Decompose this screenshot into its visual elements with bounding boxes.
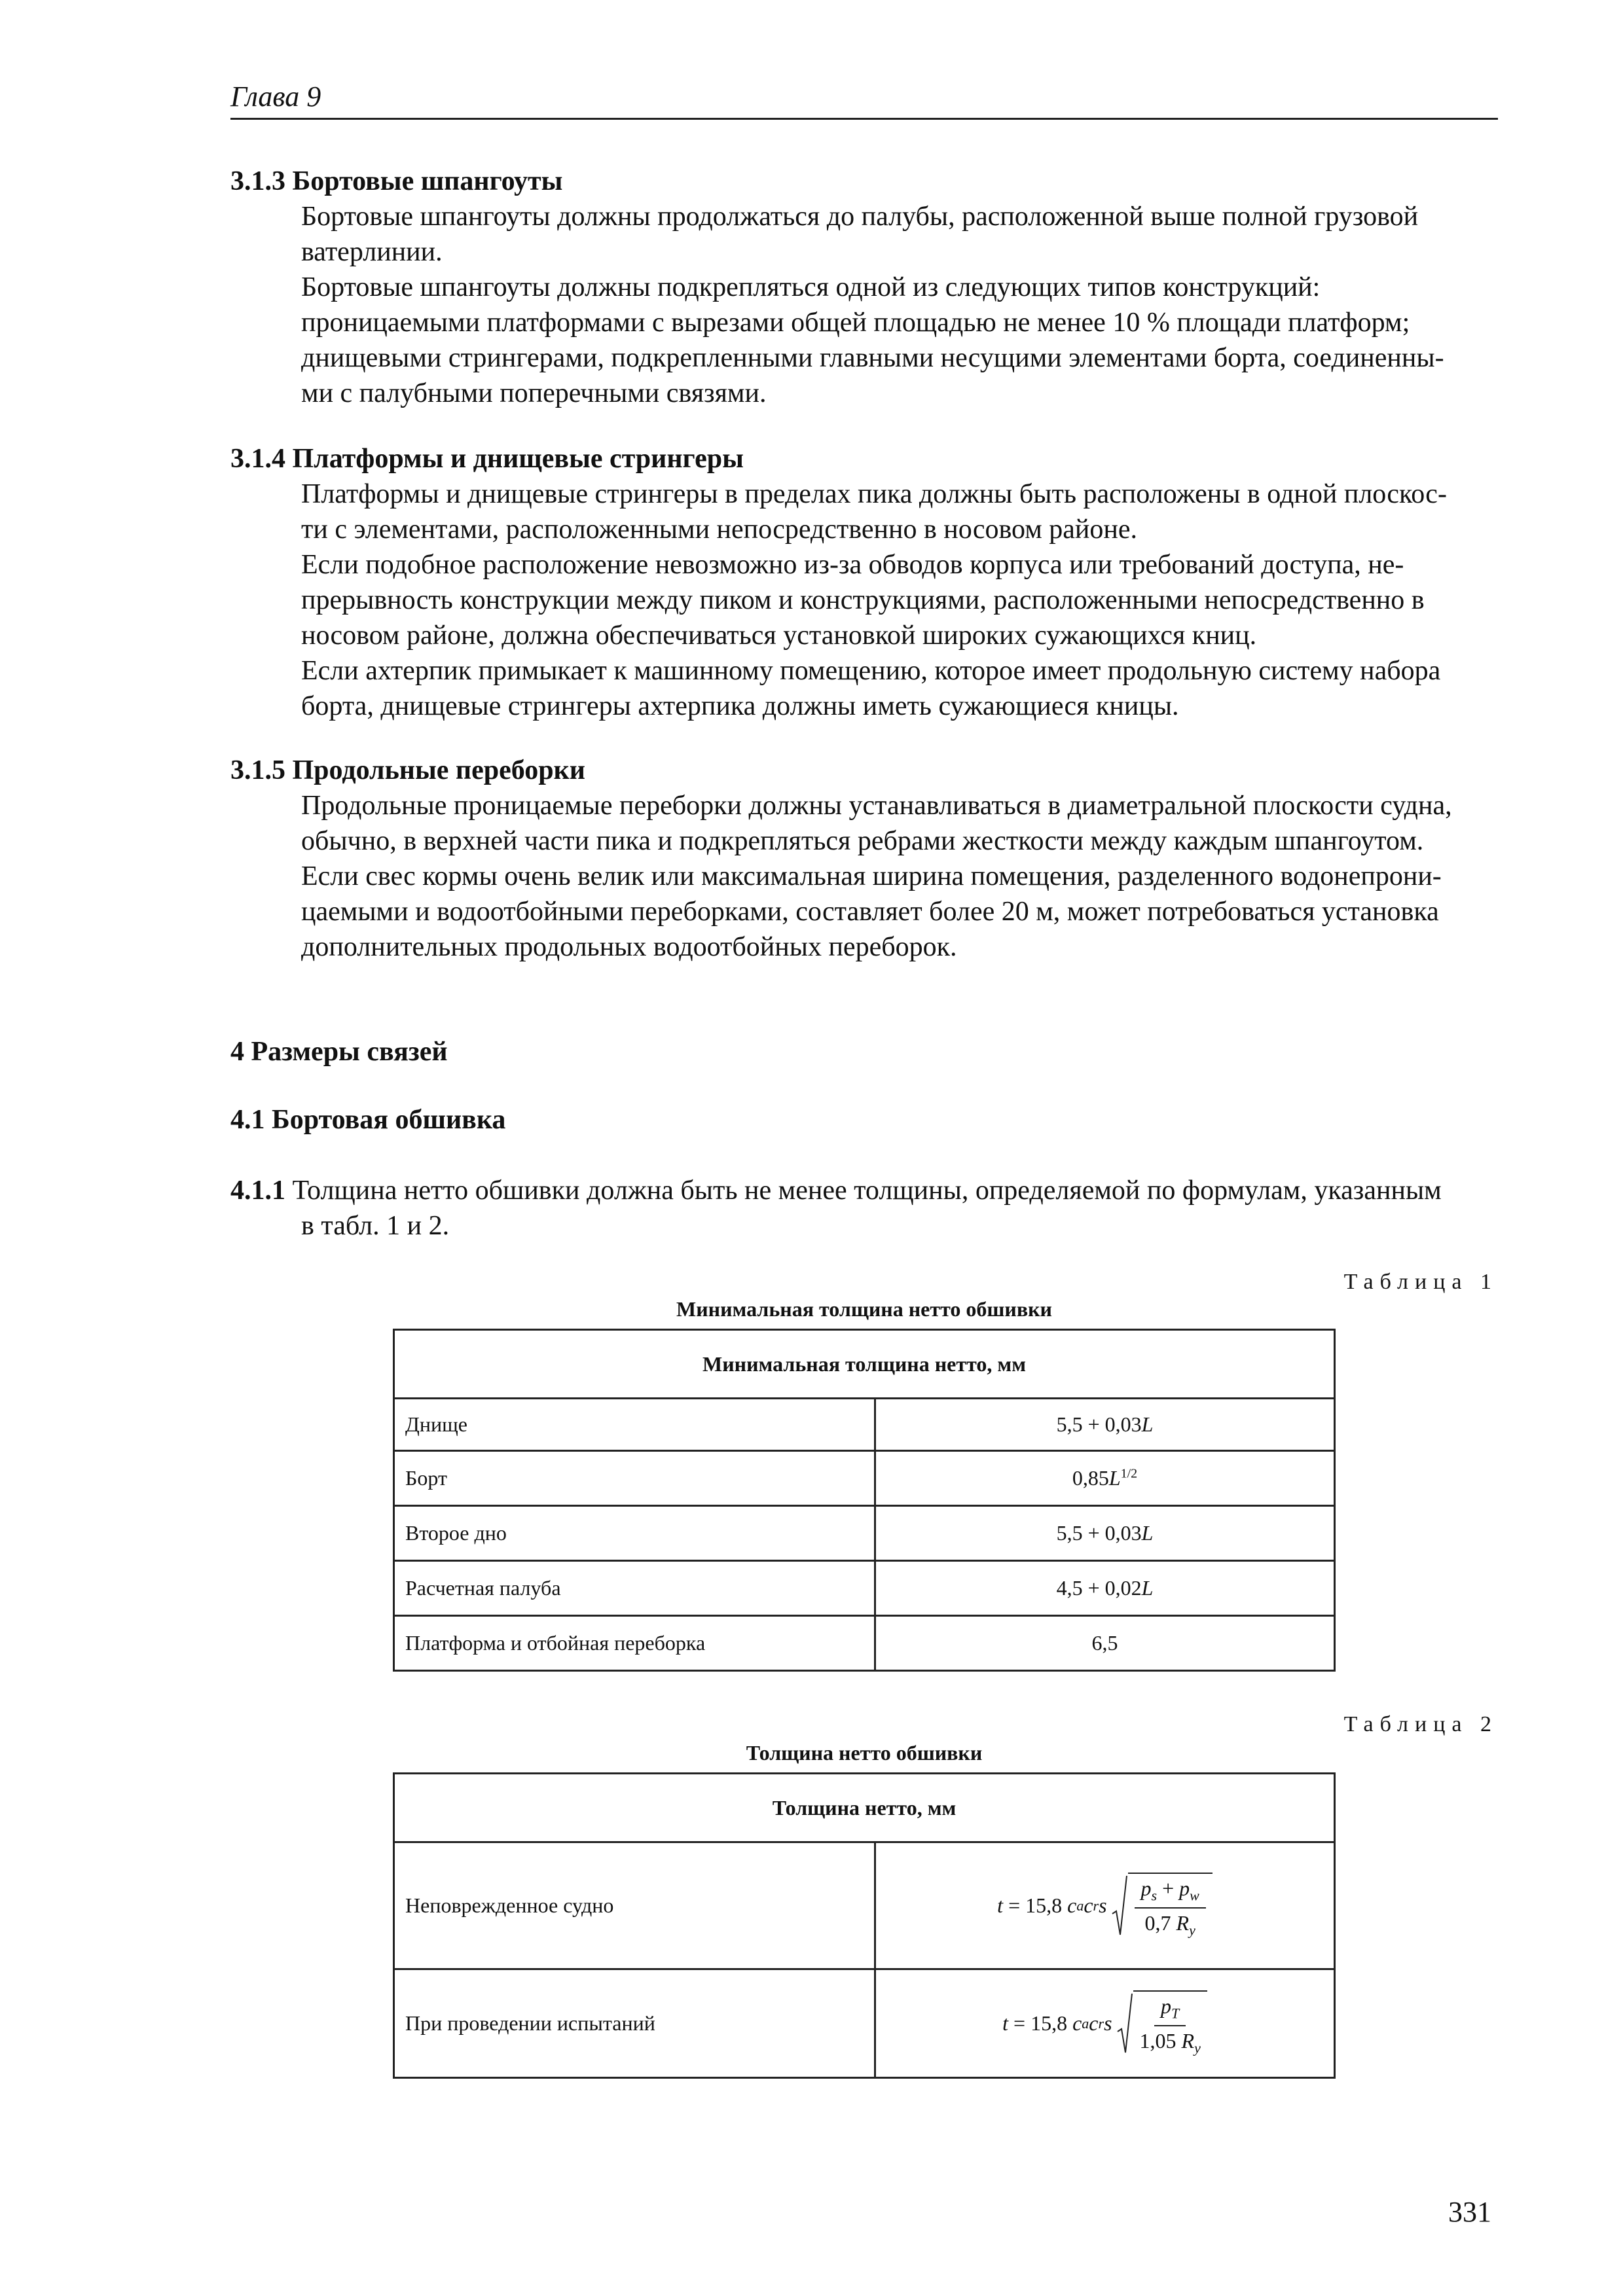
section-title: 3.1.3 Бортовые шпангоуты <box>230 166 563 196</box>
row-name: Платформа и отбойная переборка <box>394 1616 875 1671</box>
table-row <box>394 1969 1335 2078</box>
row-name: Борт <box>394 1451 875 1506</box>
paragraph-line: носовом районе, должна обеспечиваться установкой широких сужающихся книц. <box>301 620 1257 651</box>
section-3-1-5 <box>230 753 1498 965</box>
paragraph-line: Если ахтерпик примыкает к машинному помещению, которое имеет продольную систему набора <box>301 656 1441 686</box>
table-row <box>394 1451 1335 1506</box>
sqrt-icon <box>1116 1992 1133 2055</box>
paragraph-line: Толщина нетто обшивки должна быть не менее толщины, определяемой по формулам, указанным <box>285 1175 1442 1206</box>
section-title: 3.1.5 Продольные переборки <box>230 755 585 785</box>
formula-cell <box>875 1969 1335 2078</box>
paragraph-line: Если свес кормы очень велик или максимальная ширина помещения, разделенного водонепрони- <box>301 861 1442 891</box>
paragraph-line: Платформы и днищевые стрингеры в пределах пика должны быть расположены в одной плоскос- <box>301 479 1447 509</box>
table2-header: Толщина нетто, мм <box>394 1774 1335 1842</box>
running-header <box>230 77 1498 120</box>
section-title: 3.1.4 Платформы и днищевые стрингеры <box>230 444 744 474</box>
section-4-1-title: 4.1 Бортовая обшивка <box>230 1105 506 1135</box>
clause-number: 4.1.1 <box>230 1175 285 1206</box>
paragraph-line: ти с элементами, расположенными непосредственно в носовом районе. <box>301 514 1138 545</box>
table-row <box>394 1561 1335 1616</box>
paragraph-line: борта, днищевые стрингеры ахтерпика должны иметь сужающиеся кницы. <box>301 691 1179 721</box>
paragraph-line: ватерлинии. <box>301 237 443 267</box>
table1-label: Таблица 1 <box>1343 1270 1498 1294</box>
paragraph-line: проницаемыми платформами с вырезами общей площадью не менее 10 % площади платформ; <box>301 308 1410 338</box>
row-name: При проведении испытаний <box>394 1969 875 2078</box>
paragraph-line: Бортовые шпангоуты должны подкрепляться одной из следующих типов конструкций: <box>301 272 1321 302</box>
row-value: 4,5 + 0,02L <box>875 1561 1335 1616</box>
row-name: Расчетная палуба <box>394 1561 875 1616</box>
formula-intact: t = 15,8 c a c r s $\frac{p_s + p_w}{0,7 R_y}$ <box>997 1873 1213 1939</box>
section-3-1-4 <box>230 441 1498 724</box>
formula-testing: t = 15,8 c a c r s $\frac{p_T}{1,05 R_y}$ <box>1002 1990 1207 2056</box>
page-number: 331 <box>1448 2196 1491 2228</box>
paragraph-line: ми с палубными поперечными связями. <box>301 378 767 408</box>
table2 <box>393 1772 1336 2079</box>
section-4-title: 4 Размеры связей <box>230 1037 448 1067</box>
table-row <box>394 1842 1335 1969</box>
row-name: Второе дно <box>394 1506 875 1561</box>
sqrt-icon <box>1111 1874 1128 1937</box>
paragraph-line: прерывность конструкции между пиком и конструкциями, расположенными непосредственно в <box>301 585 1425 615</box>
paragraph-line: дополнительных продольных водоотбойных переборок. <box>301 932 957 962</box>
paragraph-line: цаемыми и водоотбойными переборками, составляет более 20 м, может потребоваться установка <box>301 897 1439 927</box>
chapter-label: Глава 9 <box>230 81 321 113</box>
formula-cell <box>875 1842 1335 1969</box>
row-value: 6,5 <box>875 1616 1335 1671</box>
paragraph-line: Если подобное расположение невозможно из-за обводов корпуса или требований доступа, не- <box>301 550 1404 580</box>
table1-header: Минимальная толщина нетто, мм <box>394 1330 1335 1399</box>
row-name: Неповрежденное судно <box>394 1842 875 1969</box>
section-3-1-3 <box>230 164 1498 411</box>
paragraph-line: Продольные проницаемые переборки должны устанавливаться в диаметральной плоскости судна, <box>301 791 1452 821</box>
paragraph-line: днищевыми стрингерами, подкрепленными главными несущими элементами борта, соединенны- <box>301 343 1444 373</box>
row-name: Днище <box>394 1399 875 1451</box>
paragraph-line: обычно, в верхней части пика и подкрепляться ребрами жесткости между каждым шпангоутом. <box>301 826 1424 856</box>
row-value: 5,5 + 0,03L <box>875 1399 1335 1451</box>
table2-caption: Толщина нетто обшивки <box>746 1741 983 1765</box>
paragraph-line: в табл. 1 и 2. <box>301 1211 450 1241</box>
table-row <box>394 1399 1335 1451</box>
table-row <box>394 1506 1335 1561</box>
table1-caption: Минимальная толщина нетто обшивки <box>676 1297 1052 1321</box>
table2-label: Таблица 2 <box>1343 1712 1498 1736</box>
row-value: 5,5 + 0,03L <box>875 1506 1335 1561</box>
paragraph-line: Бортовые шпангоуты должны продолжаться до палубы, расположенной выше полной грузовой <box>301 202 1419 232</box>
section-4-1-1 <box>230 1173 1498 1244</box>
table-row <box>394 1616 1335 1671</box>
row-value: $0,85L^{1/2}$ <box>875 1451 1335 1506</box>
table1 <box>393 1329 1336 1672</box>
